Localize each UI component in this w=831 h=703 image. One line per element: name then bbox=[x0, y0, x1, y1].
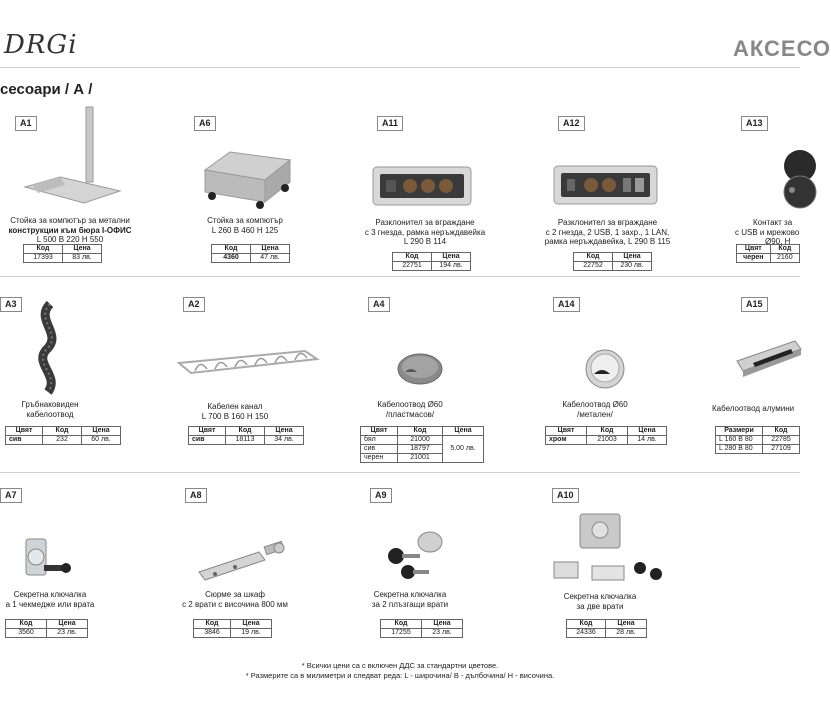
plastic-grommet-image bbox=[395, 352, 445, 387]
item-description-a12: Разклонител за вграждане с 2 гнезда, 2 USB, 1 захр., 1 LAN, рамка неръждавейка, L 290 B 115 bbox=[544, 218, 671, 246]
item-code-a9: A9 bbox=[370, 488, 392, 503]
price-table-a14: Цвят Код Цена хром 21003 14 лв. bbox=[545, 426, 667, 445]
item-description-a9: Секретна ключалка за 2 плъзгащи врати bbox=[371, 590, 449, 609]
section-title: сесоари / А / bbox=[0, 81, 93, 98]
metal-grommet-image bbox=[580, 348, 630, 390]
item-code-a13: A13 bbox=[741, 116, 768, 131]
item-description-a8: Сюрме за шкаф с 2 врати с височина 800 мм bbox=[182, 590, 288, 609]
cable-spine-image bbox=[30, 300, 70, 395]
power-socket-3-image bbox=[372, 166, 472, 206]
price-table-a13: Цвят Код черен 2160 bbox=[736, 244, 800, 263]
cable-tray-image bbox=[175, 345, 320, 385]
pc-holder-image bbox=[200, 150, 300, 212]
aluminum-cable-outlet-image bbox=[735, 335, 800, 385]
item-code-a2: A2 bbox=[183, 297, 205, 312]
footnotes bbox=[200, 661, 600, 681]
logo-text: DRGi bbox=[4, 30, 78, 60]
power-socket-usb-image bbox=[553, 165, 658, 205]
desk-outlet-round-image bbox=[770, 150, 800, 210]
item-description-a3: Гръбнаковиден кабелоотвод bbox=[21, 400, 79, 419]
item-description-a1: Стойка за компютър за метални конструкции към бюра I-ОФИС L 500 B 220 H 550 bbox=[8, 216, 132, 244]
drawer-lock-image bbox=[18, 535, 73, 583]
double-door-lock-image bbox=[548, 508, 668, 588]
item-code-a14: A14 bbox=[553, 297, 580, 312]
item-code-a1: A1 bbox=[15, 116, 37, 131]
price-table-a9: Код Цена 17255 23 лв. bbox=[380, 619, 463, 638]
header-divider bbox=[0, 67, 800, 68]
item-code-a15: A15 bbox=[741, 297, 768, 312]
item-code-a11: A11 bbox=[377, 116, 403, 131]
price-table-a6: Код Цена 4360 47 лв. bbox=[211, 244, 290, 263]
item-code-a3: A3 bbox=[0, 297, 22, 312]
price-table-a10: Код Цена 24336 28 лв. bbox=[566, 619, 647, 638]
item-description-a7: Секретна ключалка а 1 чекмедже или врата bbox=[5, 590, 95, 609]
price-table-a1: Код Цена 17393 83 лв. bbox=[23, 244, 102, 263]
price-table-a2: Цвят Код Цена сив 18113 34 лв. bbox=[188, 426, 304, 445]
footnote-dimensions: * Размерите са в милиметри и следват реда: L - широчина/ B - дълбочина/ H - височина. bbox=[245, 671, 555, 680]
row-divider-2 bbox=[0, 472, 800, 473]
company-logo bbox=[0, 30, 78, 60]
price-table-a8: Код Цена 3846 19 лв. bbox=[193, 619, 272, 638]
item-description-a15: Кабелоотвод алумини bbox=[712, 404, 795, 413]
item-code-a12: A12 bbox=[558, 116, 585, 131]
item-description-a14: Кабелоотвод Ø60 /метален/ bbox=[562, 400, 628, 419]
item-description-a10: Секретна ключалка за две врати bbox=[563, 592, 637, 611]
footnote-vat: * Всички цени са с включен ДДС за стандартни цветове. bbox=[301, 661, 499, 670]
item-description-a6: Стойка за компютър L 260 B 460 H 125 bbox=[207, 216, 283, 235]
price-table-a4: Цвят Код Цена бял 21000 5.00 лв. сив 18797 черен 21001 bbox=[360, 426, 484, 463]
item-code-a8: A8 bbox=[185, 488, 207, 503]
item-code-a10: A10 bbox=[552, 488, 579, 503]
price-table-a12: Код Цена 22752 230 лв. bbox=[573, 252, 652, 271]
item-code-a4: A4 bbox=[368, 297, 390, 312]
computer-stand-image bbox=[20, 105, 130, 210]
item-description-a4: Кабелоотвод Ø60 /пластмасов/ bbox=[377, 400, 443, 419]
item-description-a13: Контакт за с USB и мрежово Ø90, H bbox=[735, 218, 800, 246]
cabinet-bolt-image bbox=[195, 538, 295, 583]
price-table-a7: Код Цена 3560 23 лв. bbox=[5, 619, 88, 638]
page-header-title: АКСЕСО bbox=[733, 36, 831, 61]
item-code-a6: A6 bbox=[194, 116, 216, 131]
item-description-a2: Кабелен канал L 700 B 160 H 150 bbox=[201, 402, 269, 421]
price-table-a3: Цвят Код Цена сив 232 60 лв. bbox=[5, 426, 121, 445]
item-description-a11: Разклонител за вграждане с 3 гнезда, рамка неръждавейка L 290 B 114 bbox=[364, 218, 486, 246]
row-divider-1 bbox=[0, 276, 800, 277]
price-table-a11: Код Цена 22751 194 лв. bbox=[392, 252, 471, 271]
price-table-a15: Размери Код L 160 B 80 22785 L 280 B 80 27109 bbox=[715, 426, 800, 454]
sliding-door-lock-image bbox=[380, 528, 445, 583]
item-code-a7: A7 bbox=[0, 488, 22, 503]
